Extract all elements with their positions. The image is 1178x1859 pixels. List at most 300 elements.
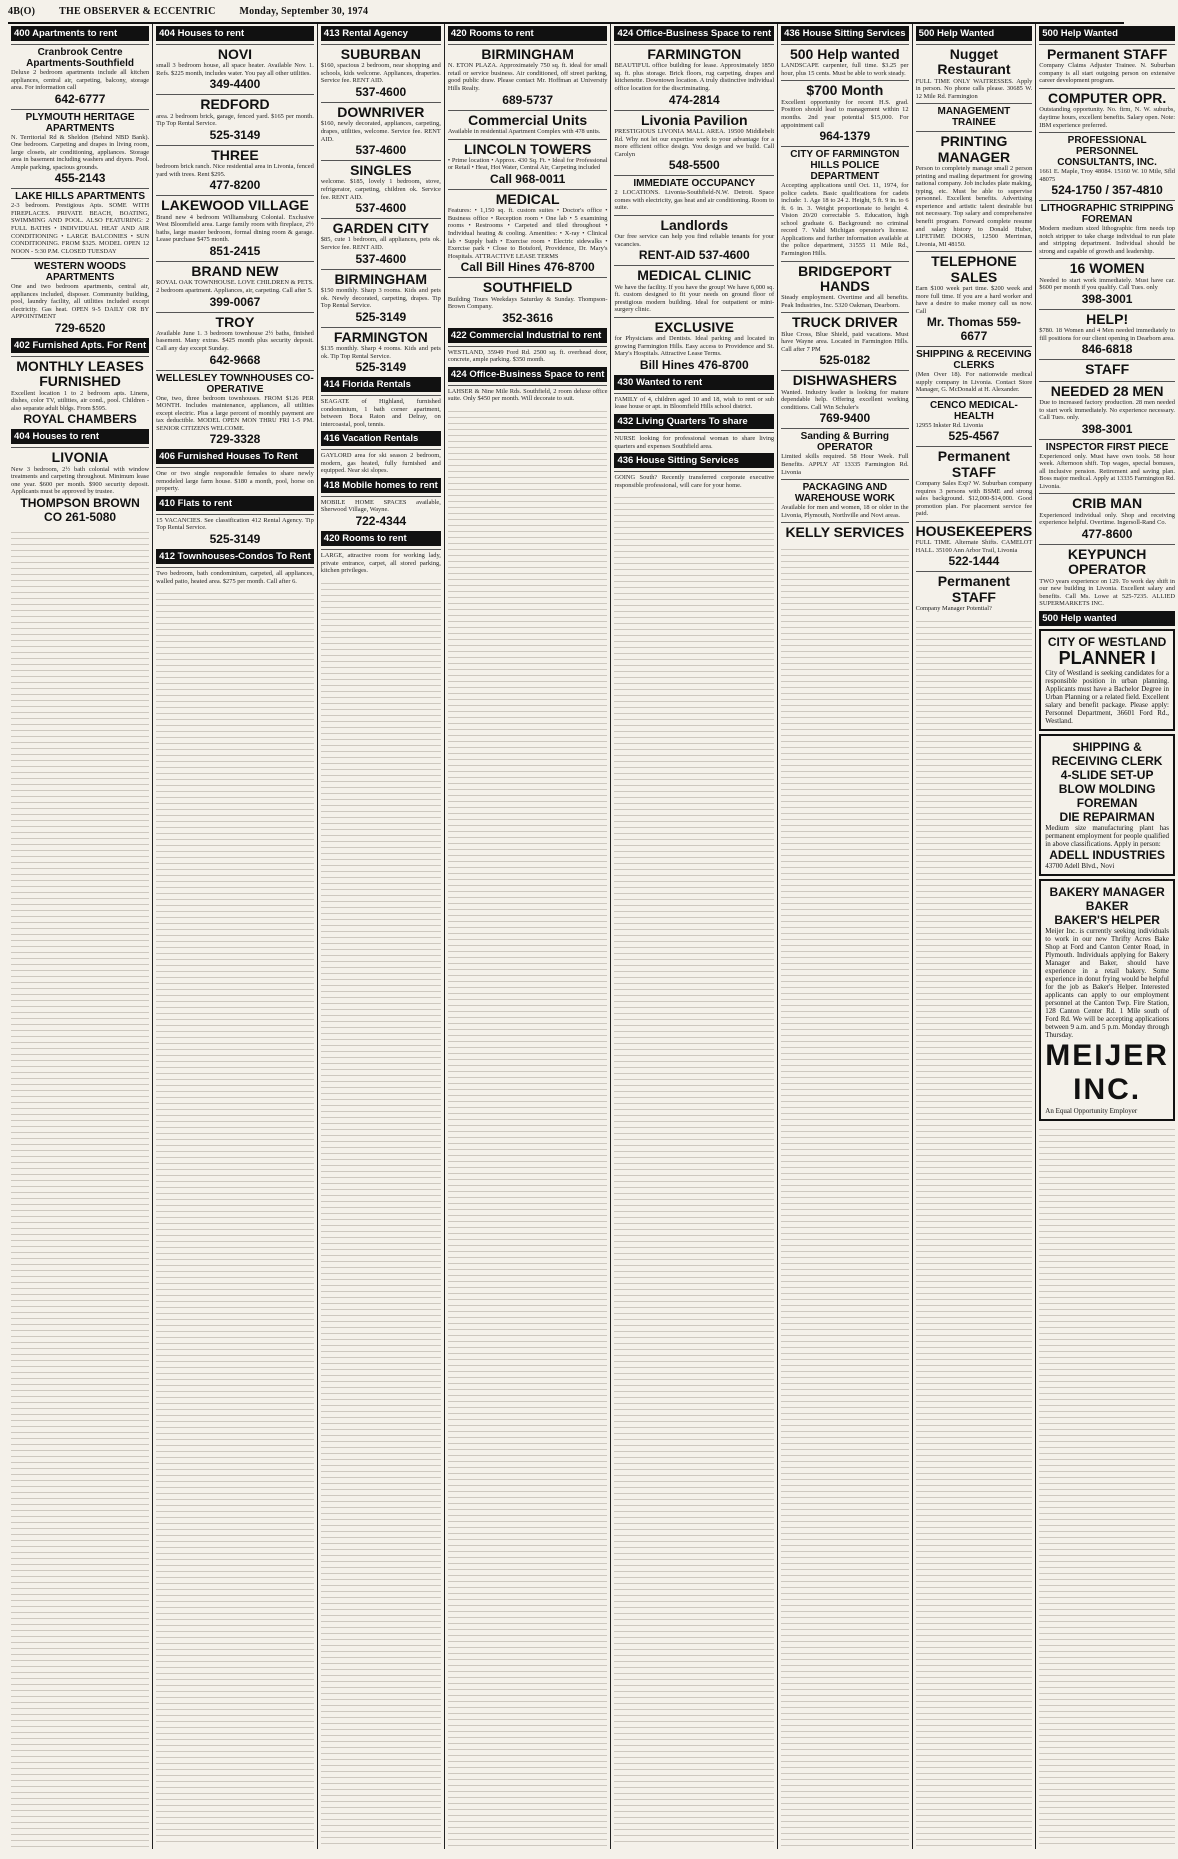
ad-body: Outstanding opportunity. No. firm, N. W. suburbs, daytime hours, excellent benefits. Salary open. Note: IBM experience preferred.	[1039, 106, 1175, 129]
ad-body: Experienced only. Must have own tools. 58 hour week. Afternoon shift. Top wages, special bonuses, all inclusive pension. Retirement and saving plan. Boss major medical. Apply at 13335 Farmington Rd. Livonia.	[1039, 452, 1175, 490]
ad-title: MEDICAL	[495, 191, 560, 207]
ad-body: Features: • 1,150 sq. ft. custom suites • Doctor's office • Business office • Reception room • One lab • 5 examining rooms • Restrooms • Carpeted and tiled throughout • Individual heating & cooling. Amenities: • X-ray • Clinical lab • Supply bath • Exercise room • Electric sidewalks • Exercise park • Close to Botsford, Providence, Dr. Mary's Hospitals. ATTRACTIVE LEASE TERMS	[447, 207, 608, 260]
ad-body: Our free service can help you find reliable tenants for your vacancies.	[614, 233, 775, 248]
ad-phone: 525-3149	[355, 309, 407, 324]
issue-date: Monday, September 30, 1974	[239, 6, 369, 17]
ad-title: BIRMINGHAM	[481, 46, 574, 62]
classified-ad	[448, 346, 608, 364]
adell-body: Medium size manufacturing plant has permanent employment for people qualified in above classifications. Apply in person:	[1045, 823, 1169, 848]
ad-title: TRUCK DRIVER	[791, 314, 898, 331]
ad-title: LIVONIA	[51, 449, 109, 466]
ad-body: N. Territorial Rd & Sheldon (Behind NBD Bank). One bedroom. Carpeting and drapes in living room, large closets, air conditioning, appliances. Storage area in basement including washers and dryers. Pool. Ample parking, spacious grounds.	[11, 133, 150, 171]
section-heading: 400 Apartments to rent	[11, 26, 149, 41]
ad-body: Company Sales Exp? W. Suburban company requires 3 persons with BSME and strong sales background. $12,000-$14,000. Good promotion plan. For placement service fee paid.	[915, 480, 1033, 518]
ad-body: ROYAL OAK TOWNHOUSE. LOVE CHILDREN & PETS. 2 bedroom apartment. Appliances, air, carpeting. Call after 5.	[156, 279, 314, 294]
classified-ad	[11, 447, 149, 524]
ad-body: One and two bedroom apartments, central air, appliances included, disposer. Community building, pool, laundry facility, all utilities included except electricity. Gas heat. OPEN 9-5 DAILY OR BY APPOINTMENT	[11, 283, 150, 321]
classified-ad	[781, 370, 908, 425]
ad-phone: 537-4600	[355, 251, 407, 266]
adell-company: ADELL INDUSTRIES	[1049, 847, 1166, 862]
classified-ad	[781, 261, 908, 310]
adell-line4: DIE REPAIRMAN	[1059, 809, 1155, 824]
ad-phone: 477-8600	[1081, 526, 1133, 541]
ad-phone: 846-6818	[1081, 342, 1133, 357]
ad-body: $780. 18 Women and 4 Men needed immediately to fill positions for our client opening in Dearborn area.	[1039, 327, 1175, 342]
classified-ad	[916, 44, 1033, 100]
ad-title: $700 Month	[806, 82, 884, 99]
meijer-logo: MEIJER INC.	[1045, 1038, 1169, 1106]
section-heading: 430 Wanted to rent	[614, 375, 774, 390]
ad-phone: Mr. Thomas 559-6677	[926, 315, 1021, 344]
ad-title: Sanding & Burring OPERATOR	[800, 431, 889, 454]
ad-title: DOWNRIVER	[337, 104, 425, 121]
ad-phone: 729-6520	[54, 320, 106, 335]
ad-body: Person to completely manage small 2 person printing and mailing department for growing national company. Job includes plate making, typing, etc. Must be able to supervise personnel. Excellent benefits. Advertising experience and artistic talent desirable but not necessary. Top salary and comprehensive benefit program. Forward complete resume and salary history to Donald Huber, LIFETIME DOORS, 12500 Merriman, Livonia, MI 48150.	[915, 165, 1033, 248]
ad-phone: RENT-AID 537-4600	[638, 248, 750, 263]
ad-body: One or two single responsible females to share newly remodeled large farm house. $180 a month, pool, horse on property.	[156, 470, 314, 493]
ad-title: Nugget Restaurant	[937, 46, 1011, 78]
ad-title: TELEPHONE SALES	[931, 253, 1017, 285]
ad-title: REDFORD	[200, 96, 270, 113]
classified-ad	[156, 567, 314, 585]
column-5	[611, 24, 778, 1849]
classified-ad	[1039, 359, 1175, 377]
section-heading: 424 Office-Business Space to rent	[614, 26, 774, 41]
ad-body: Limited skills required. 58 Hour Week. Full Benefits. APPLY AT 13335 Farmington Rd. Livonia	[781, 453, 909, 476]
classified-ad	[614, 110, 774, 173]
ad-phone: 455-2143	[54, 171, 106, 186]
column-3	[318, 24, 445, 1849]
ad-title: HOUSEKEEPERS	[915, 522, 1033, 539]
classified-ad	[614, 471, 774, 489]
classified-ad	[11, 356, 149, 426]
ad-body: SEAGATE of Highland, furnished condominium, 1 bath corner apartment, between Boca Raton and Delray, on intercoastal, pool, tennis.	[320, 398, 441, 428]
ad-body: Brand new 4 bedroom Williamsburg Colonial. Exclusive West Bloomfield area. Large family room with fireplace, 2½ baths, large master bedroom, formal dining room & garage. Lease purchase $475 month.	[156, 213, 314, 244]
column-fine-print	[781, 544, 908, 1847]
ad-body: $160, spacious 2 bedroom, near shopping and schools, kids welcome. Appliances, draperies. Service fee. RENT AID.	[320, 62, 441, 85]
classified-ad	[321, 395, 441, 428]
classified-ad	[916, 521, 1033, 568]
ad-phone: 352-3616	[502, 310, 553, 325]
section-heading: 436 House Sitting Services	[614, 453, 774, 468]
ad-body: Company Manager Potential?	[915, 605, 992, 613]
ad-body: Due to increased factory production. 28 men needed to start work immediately. No experience necessary. Call Tues. only.	[1039, 399, 1175, 422]
classified-ad	[321, 496, 441, 528]
ad-title: Permanent STAFF	[937, 573, 1011, 605]
column-fine-print	[448, 406, 608, 1847]
classified-ad	[11, 188, 149, 255]
ad-phone: Call 968-0011	[489, 172, 566, 186]
ad-phone: 525-4567	[948, 429, 1000, 444]
ad-title: LITHOGRAPHIC STRIPPING FOREMAN	[1040, 203, 1174, 226]
ad-body: FULL TIME ONLY WAITRESSES. Apply in person. No phone calls please. 30685 W. 12 Mile Rd. Farmington	[915, 77, 1033, 100]
ad-body: LAHSER & Nine Mile Rds. Southfield, 2 room deluxe office suite. Only $450 per month. Will decorate to suit.	[447, 387, 608, 403]
ad-phone: Bill Hines 476-8700	[639, 357, 749, 372]
section-heading: 404 Houses to rent	[11, 429, 149, 444]
meijer-ad	[1039, 879, 1175, 1121]
ad-title: SINGLES	[350, 162, 412, 179]
ad-phone: 525-0182	[819, 353, 871, 368]
ad-body: Earn $100 week part time. $200 week and more full time. If you are a hard worker and have a desire to make money call us now. Call	[915, 285, 1033, 315]
classified-ad	[1039, 381, 1175, 436]
ad-title: NEEDED 28 MEN	[1050, 382, 1164, 399]
ad-body: 12955 Inkster Rd. Livonia	[915, 421, 984, 429]
page-number: 4B(O)	[8, 6, 36, 17]
ad-title: PLYMOUTH HERITAGE APARTMENTS	[25, 111, 135, 134]
ad-title: CITY OF FARMINGTON HILLS POLICE DEPARTMENT	[790, 149, 900, 183]
ad-body: • Prime location • Approx. 430 Sq. Ft. • Ideal for Professional or Retail • Heat, Hot Water, Central Air, Carpeting included	[447, 156, 608, 172]
ad-phone: 729-3328	[209, 432, 261, 447]
ad-title: BRAND NEW	[191, 263, 279, 280]
column-2	[153, 24, 318, 1849]
classified-ad	[1039, 309, 1175, 356]
ad-title: Permanent STAFF	[937, 448, 1011, 480]
column-7	[913, 24, 1037, 1849]
classified-ad	[614, 317, 774, 372]
column-8	[1036, 24, 1178, 1849]
classified-ad	[156, 261, 314, 308]
classified-ad	[321, 218, 441, 265]
section-heading: 432 Living Quarters To share	[614, 414, 774, 429]
ad-body: Available in residential Apartment Complex with 478 units.	[447, 127, 601, 135]
ad-body: NURSE looking for professional woman to share living quarters and expenses Southfield area.	[614, 434, 775, 450]
classified-ad	[1039, 493, 1175, 540]
adell-address: 43700 Adell Blvd., Novi	[1045, 861, 1115, 870]
section-heading: 420 Rooms to rent	[448, 26, 608, 41]
ad-title: BRIDGEPORT HANDS	[798, 262, 892, 294]
ad-phone: 525-3149	[209, 127, 261, 142]
ad-body: (Men Over 18). For nationwide medical supply company in Livonia. Contact Store Manager, G. McDonald at H. Alexander.	[915, 371, 1033, 394]
ad-phone: 537-4600	[355, 85, 407, 100]
ad-title: MEDICAL CLINIC	[637, 267, 752, 284]
classified-ad	[781, 479, 908, 519]
section-heading: 422 Commercial Industrial to rent	[448, 328, 608, 343]
ad-body: Company Claims Adjuster Trainee. N. Suburban company is all start outgoing person on extensive career development program.	[1039, 62, 1175, 85]
ad-title: Commercial Units	[468, 111, 588, 128]
ad-title: KELLY SERVICES	[785, 524, 905, 541]
column-fine-print	[916, 616, 1033, 1847]
ad-title: MANAGEMENT TRAINEE	[937, 106, 1011, 129]
westland-title: CITY OF WESTLAND	[1047, 634, 1167, 649]
ad-body: $135 monthly. Sharp 4 rooms. Kids and pets ok. Tip Top Rental Service.	[320, 345, 441, 360]
ad-title: 16 WOMEN	[1069, 260, 1145, 277]
ad-phone: 349-4400	[209, 77, 261, 92]
ad-title: EXCLUSIVE	[654, 318, 734, 335]
classified-ad	[916, 397, 1033, 444]
ad-title: CENCO MEDICAL-HEALTH	[930, 399, 1018, 422]
ad-title: THREE	[211, 146, 259, 163]
ad-title: 500 Help wanted	[789, 46, 900, 62]
classified-ad	[448, 385, 608, 403]
ad-title: Cranbrook Centre Apartments-Southfield	[26, 47, 134, 69]
ad-body: Modern medium sized lithographic firm needs top notch stripper to take charge individual to run plate and stripping department. Individual should be strong and capable of growth and leadership.	[1039, 225, 1175, 255]
ad-phone: 537-4600	[355, 201, 407, 216]
ad-body: Two bedroom, bath condominium, carpeted, all appliances, walled patio, heated area. $275 per month. Call after 6.	[156, 570, 314, 585]
classified-ad	[448, 139, 608, 186]
masthead	[8, 6, 1124, 24]
ad-title: BIRMINGHAM	[334, 270, 428, 287]
column-fine-print	[321, 578, 441, 1847]
ad-phone: 722-4344	[355, 514, 407, 529]
column-fine-print	[1039, 1124, 1175, 1847]
ad-body: 1661 E. Maple, Troy 48084. 15160 W. 10 Mile, Sfld 48075	[1039, 168, 1175, 183]
classified-ad	[781, 428, 908, 476]
section-heading: 418 Mobile homes to rent	[321, 478, 441, 493]
classified-ad	[1039, 258, 1175, 305]
ad-body: 2 LOCATIONS. Livonia-Southfield-N.W. Detroit. Space comes with electricity, gas heat and air conditioning. Room to suite.	[614, 189, 775, 212]
ad-body: MOBILE HOME SPACES available, Sherwood Village, Wayne.	[320, 498, 441, 514]
adell-line2: 4-SLIDE SET-UP	[1060, 767, 1154, 782]
ad-title: INSPECTOR FIRST PIECE	[1045, 441, 1169, 453]
classified-ad	[321, 44, 441, 99]
ad-body: Excellent location 1 to 2 bedroom apts. Linens, dishes, color TV, utilities, air cond., pool. Children - also separate adult bldgs. From $595.	[11, 389, 150, 412]
classified-ad	[156, 514, 314, 546]
ad-phone: Call Bill Hines 476-8700	[460, 260, 595, 275]
ad-body: Needed to start work immediately. Must have car. $600 per month if you qualify. Call Tues. only	[1039, 276, 1175, 292]
classified-ad	[781, 522, 908, 540]
ad-body: $160, newly decorated, appliances, carpeting, drapes, utilities, welcome. Service fee. RENT AID.	[320, 120, 441, 143]
ad-title: CRIB MAN	[1072, 495, 1143, 512]
ad-title: MONTHLY LEASES FURNISHED	[16, 357, 144, 390]
meijer-line2: BAKER	[1085, 898, 1129, 913]
ad-body: 15 VACANCIES. See classification 412 Rental Agency. Tip Top Rental Service.	[156, 516, 314, 532]
ad-body: Accepting applications until Oct. 11, 1974, for police cadets. Basic qualifications for cadets include: 1. Age 18 to 24 2. Height, 5 ft. 9 in. to 6 ft. 6 in. 3. Weight proportionate to height 4. Vision 20/20 correctable 5. Education, high school graduate 6. Background: no criminal record 7. Valid Michigan operator's license. Applications and further information available at the police department, 31555 11 Mile Rd., Farmington Hills.	[781, 182, 909, 257]
ad-title: LAKE HILLS APARTMENTS	[15, 191, 146, 203]
ad-title: DISHWASHERS	[792, 372, 897, 389]
ad-phone: 525-3149	[209, 532, 261, 547]
adell-ad	[1039, 734, 1175, 876]
ad-body: LANDSCAPE carpenter, full time. $3.25 per hour, plus 15 cents. Must be able to work steady.	[781, 62, 909, 77]
classified-ad	[916, 346, 1033, 394]
section-heading: 416 Vacation Rentals	[321, 431, 441, 446]
classified-ad	[321, 327, 441, 374]
ad-phone: 398-3001	[1081, 421, 1133, 436]
ad-body: Excellent opportunity for recent H.S. grad. Position should lead to management within 12 months. 2nd year potential $15,000. For appointment call	[781, 98, 909, 129]
classified-ad	[916, 251, 1033, 343]
ad-body: Steady employment. Overtime and all benefits. Peak Industries, Inc. 5320 Oakman, Dearborn.	[781, 294, 909, 309]
classified-ad	[11, 44, 149, 106]
classified-ad	[916, 103, 1033, 128]
ad-phone: 522-1444	[948, 554, 1000, 569]
ad-title: IMMEDIATE OCCUPANCY	[633, 178, 756, 190]
classified-ad	[156, 145, 314, 192]
ad-title: WESTERN WOODS APARTMENTS	[34, 261, 126, 284]
ad-title: FARMINGTON	[647, 46, 742, 62]
classified-ad	[321, 549, 441, 575]
column-fine-print	[156, 588, 314, 1847]
classified-ad	[614, 44, 774, 107]
classified-columns	[8, 24, 1175, 1849]
meijer-footer: An Equal Opportunity Employer	[1045, 1106, 1138, 1115]
ad-body: FULL TIME. Alternate Shifts. CAMELOT HALL. 35100 Ann Arbor Trail, Livonia	[915, 539, 1033, 554]
classified-ad	[321, 102, 441, 157]
section-heading: 424 Office-Business Space to rent	[448, 367, 608, 382]
section-heading: 414 Florida Rentals	[321, 377, 441, 392]
classified-ad	[614, 175, 774, 212]
column-fine-print	[11, 527, 149, 1847]
section-heading: 420 Rooms to rent	[321, 531, 441, 546]
ad-body: 2-3 bedroom. Prestigious Apts. SOME WITH FIREPLACES. PRIVATE BEACH, BOATING, SWIMMING AND POOL. ALSO FEATURING: 2 FULL BATHS • INDIVIDUAL HEAT AND AIR CONDITIONING • LARGE BALCONIES • SUN CONDITIONING. FROM $325. MODEL OPEN 12 NOON - 5:30 P.M. CLOSED TUESDAY	[11, 202, 150, 255]
meijer-title: BAKERY MANAGER	[1049, 884, 1165, 899]
classified-ad	[156, 312, 314, 367]
ad-body: One, two, three bedroom townhouses. FROM $126 PER MONTH. Includes maintenance, appliances, all utilities except electric. Plus a large percent of monthly payment are tax deductible. MODEL OPEN MON THRU FRI 1-5 PM. SENIOR CITIZENS WELCOME.	[156, 394, 314, 432]
ad-body: N. ETON PLAZA. Approximately 750 sq. ft. ideal for small retail or service business. Air conditioned, off street parking, good public draw. Please contact Mr. Hoffman at University Hills Realty.	[447, 62, 608, 93]
classified-ad	[781, 80, 908, 143]
classified-ad	[614, 215, 774, 262]
ad-body: WESTLAND, 35949 Ford Rd. 2500 sq. ft. overhead door, concrete, ample parking. $350 month.	[447, 348, 608, 364]
classified-ad	[156, 467, 314, 493]
classified-ad	[1039, 88, 1175, 129]
ad-title: LAKEWOOD VILLAGE	[161, 197, 309, 214]
classified-ad	[614, 265, 774, 314]
ad-phone: 537-4600	[355, 143, 407, 158]
ad-phone: 851-2415	[209, 244, 261, 259]
ad-title: FARMINGTON	[333, 328, 428, 345]
ad-phone: 689-5737	[502, 92, 553, 107]
ad-title: PRINTING MANAGER	[937, 133, 1011, 165]
meijer-body: Meijer Inc. is currently seeking individuals to work in our new Thrifty Acres Bake Shop at Ford and Canton Center Road, in Plymouth. Individuals applying for Bakery Manager and Baker, should have experience in a retail bakery. Some experience in donut frying would be helpful for the job as Baker's Helper. Interested applicants can apply to our employment personnel at the Canton Twp. Fire Station, 128 Canton Center Rd. 1 Mile south of Ford Rd. We will be accepting applications between 9 a.m. and 5 p.m. Monday through Thursday.	[1045, 926, 1169, 1039]
ad-title: PACKAGING AND WAREHOUSE WORK	[794, 482, 895, 505]
ad-phone: 642-9668	[209, 352, 261, 367]
classified-ad	[781, 312, 908, 367]
ad-title: SUBURBAN	[340, 46, 421, 62]
ad-body: bedroom brick ranch. Nice residential area in Livonia, fenced yard with trees. Rent $295.	[156, 163, 314, 178]
classified-ad	[448, 110, 608, 136]
classified-ad	[916, 446, 1033, 518]
ad-title: SHIPPING & RECEIVING CLERKS	[916, 349, 1032, 372]
classified-ad	[781, 146, 908, 257]
ad-body: $150 monthly. Sharp 3 rooms. Kids and pets ok. Newly decorated, carpeting, drapes. Tip Top Rental Service.	[320, 286, 441, 310]
classified-ad	[11, 258, 149, 335]
ad-title: KEYPUNCH OPERATOR	[1067, 545, 1147, 578]
ad-title: Landlords	[660, 216, 729, 233]
classified-ad	[916, 131, 1033, 248]
westland-position: PLANNER I	[1058, 647, 1156, 668]
classified-ad	[156, 44, 314, 91]
classified-ad	[1039, 44, 1175, 85]
classified-ad	[321, 160, 441, 215]
column-1	[8, 24, 153, 1849]
section-heading: 436 House Sitting Services	[781, 26, 908, 41]
classified-ad	[448, 189, 608, 274]
ad-body: Available for men and women, 18 or older in the Livonia, Plymouth, Northville and Novi areas.	[781, 504, 909, 519]
ad-phone: THOMPSON BROWN CO 261-5080	[20, 495, 140, 524]
adell-title: SHIPPING & RECEIVING CLERK	[1051, 739, 1163, 768]
ad-body: Wanted. Industry leader is looking for mature dependable help. Offering excellent working conditions. Call Win Schuler's	[781, 388, 909, 411]
ad-title: PROFESSIONAL PERSONNEL CONSULTANTS, INC.	[1057, 135, 1157, 169]
ad-phone: 548-5500	[668, 158, 720, 173]
classified-ad	[448, 277, 608, 324]
ad-title: NOVI	[217, 46, 253, 62]
ad-body: welcome. $185, lovely 1 bedroom, stove, refrigerator, carpeting, children ok. Service fee. RENT AID.	[320, 178, 441, 201]
ad-body: New 3 bedroom, 2½ bath colonial with window treatments and carpeting throughout. Minimum lease one year. $600 per month. $900 security deposit. Applicants must be approved by trustee.	[11, 465, 150, 496]
section-heading: 500 Help wanted	[1039, 611, 1175, 626]
ad-body: FAMILY of 4, children aged 10 and 18, wish to rent or sub lease house or apt. in Bloomfield Hills school district.	[614, 395, 775, 411]
classified-ad	[614, 432, 774, 450]
ad-body: Experienced individual only. Shop and receiving experience helpful. Overtime. Ingersoll-Rand Co.	[1039, 511, 1175, 527]
section-heading: 404 Houses to rent	[156, 26, 314, 41]
ad-body: area. 2 bedroom brick, garage, fenced yard. $165 per month. Tip Top Rental Service.	[156, 112, 314, 128]
ad-body: Blue Cross, Blue Shield, paid vacations. Must have Wayne area. Located in Farmington Hills. Call after 7 PM	[781, 330, 909, 353]
section-heading: 410 Flats to rent	[156, 496, 314, 511]
ad-phone: 524-1750 / 357-4810	[1051, 183, 1163, 198]
section-heading: 413 Rental Agency	[321, 26, 441, 41]
ad-title: LINCOLN TOWERS	[464, 140, 592, 157]
section-heading: 402 Furnished Apts. For Rent	[11, 338, 149, 353]
paper-name: THE OBSERVER & ECCENTRIC	[59, 6, 216, 17]
ad-body: LARGE, attractive room for working lady, private entrance, carpet, all stored parking, kitchen privileges.	[320, 552, 441, 575]
section-heading: 406 Furnished Houses To Rent	[156, 449, 314, 464]
ad-title: GARDEN CITY	[332, 220, 430, 237]
classified-ad	[1039, 439, 1175, 491]
classified-ad	[1039, 200, 1175, 255]
ad-body: We have the facility. If you have the group! We have 6,000 sq. ft. custom designed to fit your needs on ground floor of prestigious modern building. Ideal for outpatient or mini-surgery clinic.	[614, 283, 775, 314]
classified-ad	[1039, 544, 1175, 608]
column-fine-print	[614, 492, 774, 1847]
ad-phone: 525-3149	[355, 360, 407, 375]
ad-body: Deluxe 2 bedroom apartments include all kitchen appliances, central air, carpeting, balcony, storage area. For information call	[11, 69, 150, 92]
classified-ad	[156, 370, 314, 447]
classified-ad	[156, 94, 314, 141]
ad-body: small 3 bedroom house, all space heater. Available Nov. 1. Refs. $225 month, includes water. You pay all other utilities.	[156, 62, 314, 77]
westland-body: City of Westland is seeking candidates for a responsible position in urban planning. Applicants must have a Bachelor Degree in Urban Planning or a related field. Excellent salary and benefit package. Please apply: Personnel Department, 36601 Ford Rd., Westland.	[1045, 668, 1169, 725]
ad-title: STAFF	[1085, 361, 1130, 378]
ad-title: COMPUTER OPR.	[1048, 90, 1167, 107]
classified-ad	[448, 44, 608, 107]
classified-ad	[1039, 132, 1175, 197]
ad-title: Permanent STAFF	[1046, 46, 1168, 62]
ad-phone: 964-1379	[819, 129, 871, 144]
ad-body: GOING South? Recently transferred corporate executive responsible professional, will care for your home.	[614, 474, 775, 489]
classified-ad	[321, 269, 441, 324]
westland-ad	[1039, 629, 1175, 731]
ad-body: PRESTIGIOUS LIVONIA MALL AREA. 19500 Middlebelt Rd. Why not let our expertise work to your advantage for a more efficient office design. You design and we build. Call Carolyn	[614, 127, 775, 158]
ad-body: $85, cute 1 bedroom, all appliances, pets ok. Service fee. RENT AID.	[320, 236, 441, 252]
meijer-line3: BAKER'S HELPER	[1054, 912, 1160, 927]
ad-body: TWO years experience on 129. To work day shift in our new building in Livonia. Excellent salary and benefits. Call Ms. Lowe at 525-7235. ALLIED SUPERMARKETS INC.	[1039, 577, 1175, 608]
ad-phone: ROYAL CHAMBERS	[23, 412, 137, 427]
ad-title: Livonia Pavilion	[640, 111, 748, 128]
classified-ad	[321, 449, 441, 475]
column-6	[778, 24, 912, 1849]
ad-phone: 642-6777	[54, 91, 106, 106]
section-heading: 412 Townhouses-Condos To Rent	[156, 549, 314, 564]
classified-ad	[614, 393, 774, 411]
ad-title: WELLESLEY TOWNHOUSES CO-OPERATIVE	[156, 372, 314, 395]
ad-title: SOUTHFIELD	[482, 279, 573, 296]
adell-line3: BLOW MOLDING FOREMAN	[1058, 781, 1156, 810]
ad-phone: 477-8200	[209, 178, 261, 193]
ad-phone: 398-3001	[1081, 291, 1133, 306]
classified-ad	[156, 195, 314, 258]
classified-ad	[781, 44, 908, 77]
ad-body: for Physicians and Dentists. Ideal parking and located in growing Farmington Hills. Easy access to Providence and St. Mary's Hospitals. Attractive Lease Terms.	[614, 335, 775, 358]
ad-body: GAYLORD area for ski season 2 bedroom, modern, gas heated, fully furnished and equipped. Near ski slopes.	[320, 452, 441, 475]
ad-body: Available June 1. 3 bedroom townhouse 2½ baths, finished basement. Many extras. $425 month plus security deposit. Call any day except Sunday.	[156, 329, 314, 352]
classified-ad	[11, 109, 149, 186]
section-heading: 500 Help Wanted	[916, 26, 1033, 41]
ad-title: TROY	[215, 313, 255, 330]
ad-phone: 399-0067	[209, 294, 261, 309]
section-heading: 500 Help Wanted	[1039, 26, 1175, 41]
classified-ad	[916, 571, 1033, 612]
ad-phone: 474-2814	[668, 92, 720, 107]
ad-body: Building Tours Weekdays Saturday & Sunday. Thompson-Brown Company.	[447, 295, 608, 311]
column-4	[445, 24, 612, 1849]
ad-title: HELP!	[1086, 310, 1129, 327]
ad-phone: 769-9400	[819, 411, 871, 426]
ad-body: BEAUTIFUL office building for lease. Approximately 1850 sq. ft. plus storage. Brick floors, rug carpeting, drapes and kitchenette. Downtown location. A truly distinctive individual office location for the discriminating.	[614, 62, 775, 93]
